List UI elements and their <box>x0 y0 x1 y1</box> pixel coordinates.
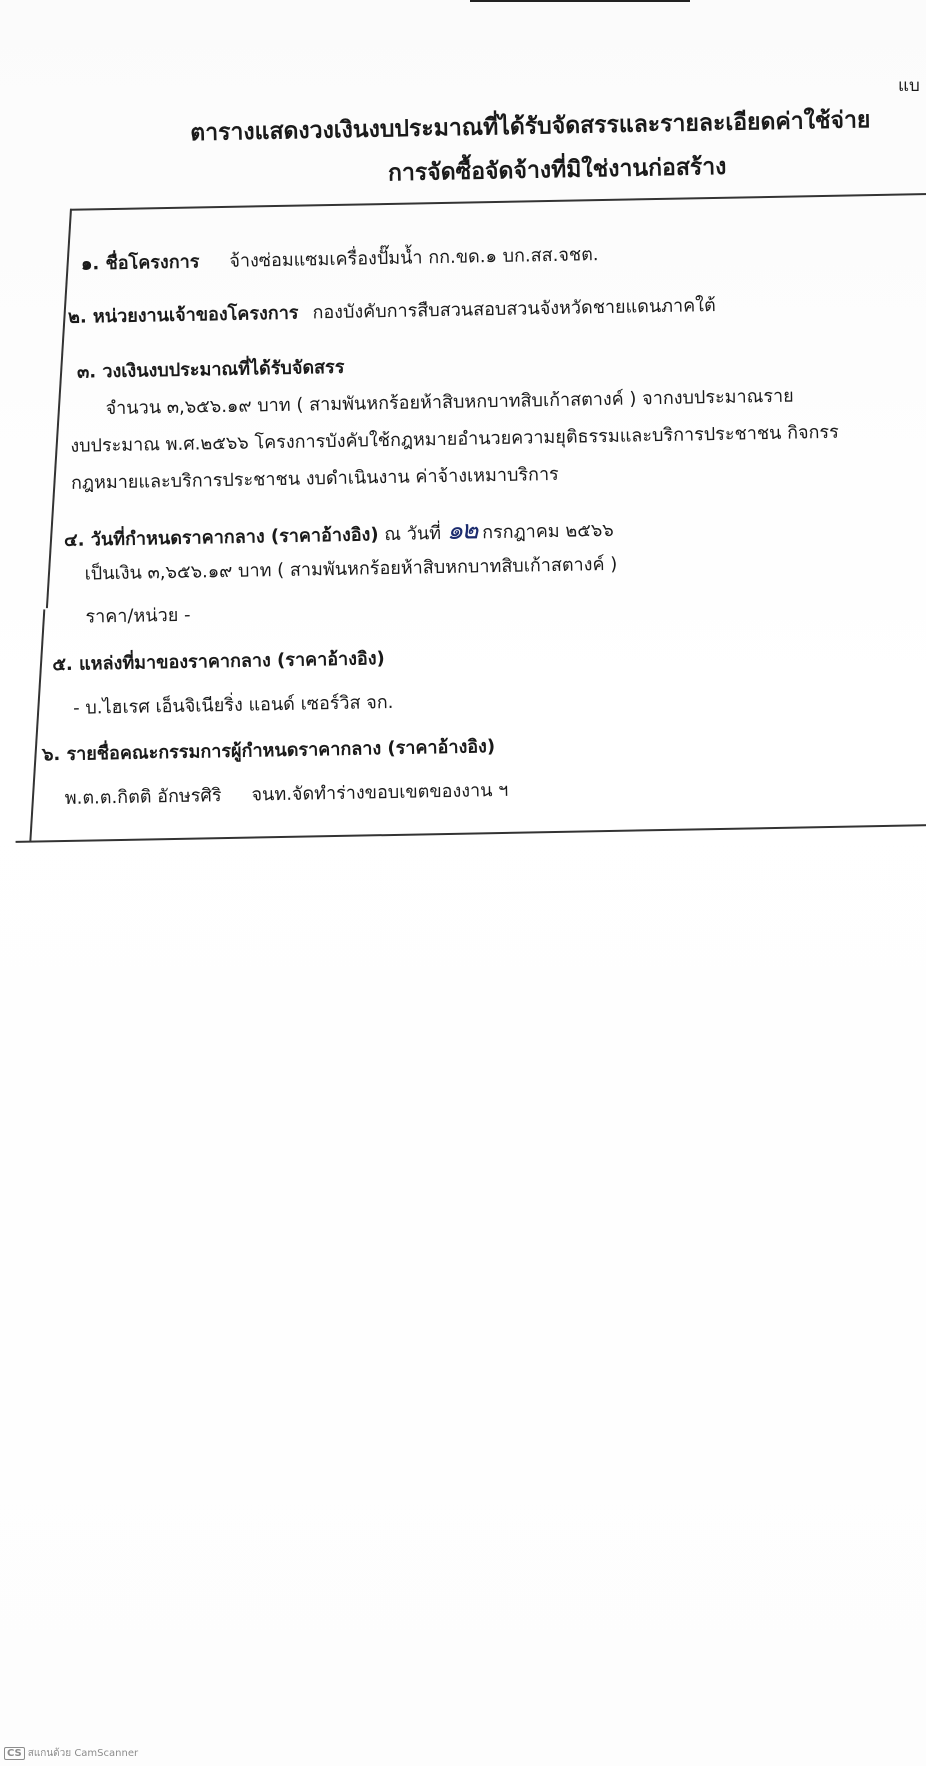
item-4-handwritten-day: ๑๒ <box>446 515 477 546</box>
committee-member-name: พ.ต.ต.กิตติ อักษรศิริ <box>64 785 222 809</box>
item-6-label: ๖. รายชื่อคณะกรรมการผู้กำหนดราคากลาง (ราคาอ้างอิง) <box>41 736 496 766</box>
item-2-value: กองบังคับการสืบสวนสอบสวนจังหวัดชายแดนภาคใต้ <box>312 294 716 324</box>
item-2-label: ๒. หน่วยงานเจ้าของโครงการ <box>67 302 299 328</box>
item-4-amount: เป็นเงิน ๓,๖๕๖.๑๙ บาท ( สามพันหกร้อยห้าสิบหกบาทสิบเก้าสตางค์ ) <box>84 553 618 585</box>
item-2 <box>68 290 716 331</box>
content-frame <box>4 192 926 830</box>
top-edge-line <box>470 0 690 2</box>
title-line-1: ตารางแสดงวงเงินงบประมาณที่ได้รับจัดสรรและรายละเอียดค่าใช้จ่าย <box>190 107 871 147</box>
document-title <box>150 97 912 200</box>
item-1-label: ๑. ชื่อโครงการ <box>80 251 200 275</box>
item-3-line-1: จำนวน ๓,๖๕๖.๑๙ บาท ( สามพันหกร้อยห้าสิบหกบาทสิบเก้าสตางค์ ) จากงบประมาณราย <box>105 385 794 420</box>
frame-left-border-lower <box>29 609 45 841</box>
item-5-source: - บ.ไฮเรศ เอ็นจิเนียริ่ง แอนด์ เซอร์วิส จก. <box>72 691 394 719</box>
item-4-label: ๔. วันที่กำหนดราคากลาง (ราคาอ้างอิง) <box>63 524 379 551</box>
camscanner-watermark <box>4 1746 138 1761</box>
corner-form-code: แบ <box>898 76 920 96</box>
item-4-date-prefix: ณ วันที่ <box>384 523 442 546</box>
frame-bottom-border <box>16 823 926 843</box>
item-5-label: ๕. แหล่งที่มาของราคากลาง (ราคาอ้างอิง) <box>52 648 385 676</box>
title-line-2: การจัดซื้อจัดจ้างที่มิใช่งานก่อสร้าง <box>387 153 727 187</box>
item-3-line-3: กฎหมายและบริการประชาชน งบดำเนินงาน ค่าจ้างเหมาบริการ <box>70 463 559 494</box>
item-1 <box>81 239 599 277</box>
item-4-unit-price: ราคา/หน่วย - <box>85 604 191 628</box>
camscanner-logo-icon: CS <box>4 1747 25 1760</box>
item-1-value: จ้างซ่อมแซมเครื่องปั๊มน้ำ กก.ขด.๑ บก.สส.จชต. <box>229 244 599 272</box>
item-4-date-suffix: กรกฎาคม ๒๕๖๖ <box>481 519 614 544</box>
item-3-line-2: งบประมาณ พ.ศ.๒๕๖๖ โครงการบังคับใช้กฎหมายอำนวยความยุติธรรมและบริการประชาชน กิจกรร <box>70 421 839 457</box>
item-6-member <box>65 775 509 812</box>
committee-member-role: จนท.จัดทำร่างขอบเขตของงาน ฯ <box>251 779 509 806</box>
camscanner-text: สแกนด้วย CamScanner <box>27 1748 139 1759</box>
item-3-label: ๓. วงเงินงบประมาณที่ได้รับจัดสรร <box>76 356 345 383</box>
